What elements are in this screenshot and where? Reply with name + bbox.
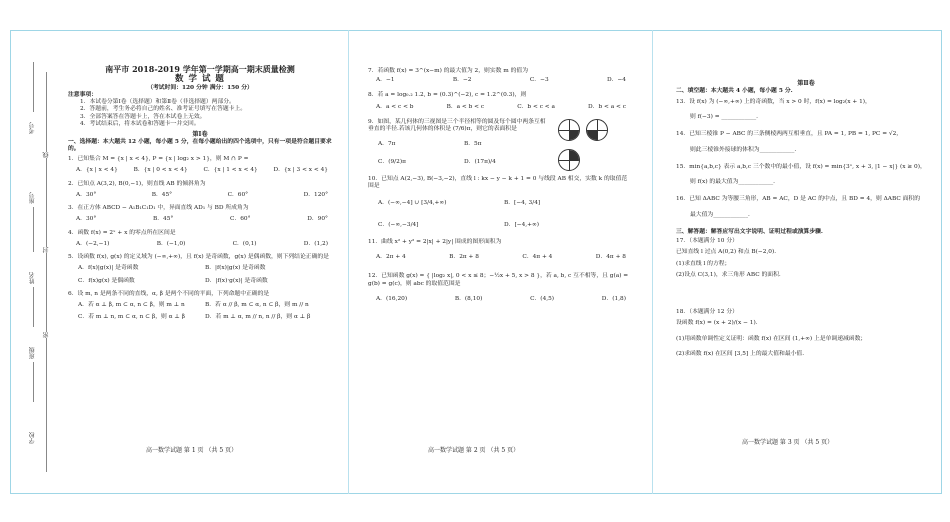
note-item: 4．考试结束后，将本试卷和答题卡一并交回。 — [80, 120, 200, 127]
option-b: B．45° — [152, 216, 174, 223]
fill-question-13 — [676, 99, 936, 121]
option-d: D．4π + 8 — [595, 254, 626, 261]
question-stem: 2．已知点 A(3,2), B(0,−1)，则直线 AB 的倾斜角为 — [68, 180, 206, 187]
option-a: A．(−2,−1) — [76, 240, 110, 247]
option-a: A．{x | x < 4} — [76, 167, 118, 174]
option-c: C．−3 — [529, 77, 549, 84]
fill-line: 13．设 f(x) 为 (−∞,+∞) 上的奇函数，当 x > 0 时，f(x) = log₂(x + 1)， — [676, 98, 871, 105]
option-a: A．a < c < b — [376, 103, 414, 110]
option-b: B．(−1,0) — [156, 240, 186, 247]
page-2 — [368, 68, 630, 303]
q18-line: 设函数 f(x) = (x + 2)/(x − 1). — [676, 320, 758, 327]
question-stem: 7．若函数 f(x) = 3^(x−m) 的最大值为 2，则实数 m 的值为 — [368, 68, 529, 74]
question-8 — [368, 92, 630, 110]
page-divider-1 — [348, 30, 349, 494]
option-d: D．−4 — [607, 77, 626, 84]
option-c: C．(4,5) — [530, 295, 555, 302]
option-c: C．f(x)g(x) 是偶函数 — [78, 277, 135, 284]
option-b: B．[−4, 3/4] — [504, 200, 541, 207]
section1-heading: 一、选择题：本大题共 12 小题，每小题 5 分，在每小题给出的四个选项中，只有一项是符合题目要求的。 — [68, 138, 332, 153]
option-a: A．−1 — [376, 77, 395, 84]
blank-line — [33, 207, 34, 252]
page-footer-3: 高一数学试题 第 3 页 （共 5 页） — [742, 439, 834, 446]
option-c: C．60° — [230, 216, 251, 223]
option-c: C．4π + 4 — [522, 254, 553, 261]
question-18 — [676, 309, 936, 358]
option-c: C．(9/2)π — [378, 158, 406, 165]
option-d: D．90° — [307, 216, 328, 223]
question-options — [68, 241, 332, 248]
q18-line: (2)求函数 f(x) 在区间 [3,5] 上的最大值和最小值. — [676, 350, 805, 357]
option-d: D．120° — [303, 191, 328, 198]
class-label: 班级 — [29, 347, 36, 359]
blank-line — [33, 362, 34, 402]
option-d: D．[−4,+∞) — [504, 221, 540, 228]
question-17 — [676, 238, 936, 279]
fill-question-14 — [676, 131, 936, 153]
question-5 — [68, 254, 332, 285]
blank-line — [33, 287, 34, 327]
notes-title: 注意事项： — [68, 91, 97, 98]
option-d: D．(17π)/4 — [464, 158, 496, 165]
option-a: A．若 α ⊥ β, m ⊂ α, n ⊂ β，则 m ⊥ n — [78, 302, 185, 309]
exam-title: 南平市 2018-2019 学年第一学期高一期末质量检测 — [105, 64, 295, 74]
question-options — [368, 141, 550, 165]
question-options — [368, 296, 630, 303]
fill-question-15 — [676, 164, 936, 186]
question-options — [368, 77, 630, 84]
question-options — [68, 167, 332, 174]
option-c: C．若 m ⊥ n, m ⊂ α, n ⊂ β，则 α ⊥ β — [78, 314, 186, 321]
option-a: A．(16,20) — [376, 295, 408, 302]
question-options — [368, 104, 630, 111]
option-d: D．(1,2) — [303, 240, 328, 247]
question-stem: 1．已知集合 M = {x | x < 4}, P = {x | log₂ x > 1}，则 M ∩ P = — [68, 156, 249, 163]
seat-label: 座号 — [29, 192, 36, 204]
q18-line: 18．（本题满分 12 分） — [676, 309, 738, 316]
question-stem: 6．设 m, n 是两条不同的直线，α, β 是两个不同的平面，下列命题中正确的是 — [68, 290, 270, 297]
option-b: B．{x | 0 < x < 4} — [133, 167, 188, 174]
fill-line: 则此三棱锥外接球的体积为____________. — [690, 146, 797, 153]
part2-title: 第Ⅱ卷 — [797, 80, 815, 87]
school-label: 学校 — [29, 432, 36, 444]
option-c: C．60° — [227, 191, 249, 198]
page-1 — [68, 64, 332, 322]
page-3 — [676, 80, 936, 358]
question-stem: 10．已知点 A(2,−3), B(−3,−2)，直线 l : kx − y − k + 1 = 0 与线段 AB 相交，实数 k 的取值范围是 — [368, 175, 628, 190]
fill-line: 最大值为____________. — [690, 211, 750, 218]
option-b: B．若 α // β, m ⊂ α, n ⊂ β，则 m // n — [205, 302, 309, 309]
question-11 — [368, 239, 630, 261]
seal-char-3: 线 — [43, 152, 50, 158]
option-d: D．|f(x)·g(x)| 是奇函数 — [205, 277, 268, 284]
option-b: B．a < b < c — [446, 103, 485, 110]
question-stem: 8．若 a = log₀.₂ 1.2, b = (0.3)^(−2), c = 1.2^(0.3)，则 — [368, 92, 527, 99]
option-a: A．7π — [378, 141, 396, 148]
option-d: D．b < a < c — [588, 103, 626, 110]
question-options — [68, 302, 332, 321]
option-c: C．{x | 1 < x < 4} — [203, 167, 258, 174]
fill-line: 则 f(−3) = ____________. — [690, 114, 759, 121]
option-b: B．−2 — [452, 77, 472, 84]
three-view-top — [558, 149, 580, 171]
q17-line: (2)设点 C(3,1)，求三角形 ABC 的面积. — [676, 271, 781, 278]
option-d: D．{x | 3 < x < 4} — [273, 167, 328, 174]
option-b: B．5π — [464, 141, 482, 148]
question-stem: 9．如图，某几何体的三视图是三个半径相等的圆及每个圆中两条互相垂直的半径.若该几何体的体积是 (7/6)π，则它的表面积是 — [368, 118, 546, 133]
option-a: A．30° — [76, 216, 97, 223]
fill-line: 14．已知三棱锥 P − ABC 的三条侧棱两两互相垂直，且 PA = 1, PB = 1, PC = √2， — [676, 131, 903, 138]
option-c: C．(0,1) — [232, 240, 257, 247]
option-b: B．45° — [151, 191, 173, 198]
option-d: D．(1,8) — [601, 295, 626, 302]
q17-line: 已知直线 l 过点 A(0,2) 和点 B(−2,0). — [676, 249, 777, 256]
question-stem: 11．曲线 x² + y² = 2|x| + 2|y| 围成的图形面积为 — [368, 238, 502, 245]
question-9 — [368, 119, 630, 166]
question-stem: 12．已知函数 g(x) = { |log₂ x|, 0 < x ≤ 8；−½x + 5, x > 8 }，若 a, b, c 互不相等，且 g(a) = g(b) = g(c)，则 abc 的取值范围是 — [368, 273, 629, 287]
seal-char-1: 密 — [43, 332, 50, 338]
option-d: D．若 m ⊥ α, m // n, n // β，则 α ⊥ β — [205, 314, 311, 321]
question-options — [368, 200, 630, 228]
question-stem: 5．设函数 f(x), g(x) 的定义域为 (−∞,+∞)，且 f(x) 是奇函数，g(x) 是偶函数，则下列结论正确的是 — [68, 254, 329, 261]
question-2 — [68, 181, 332, 199]
note-item: 2．答题前，考生务必将自己的姓名、准考证号填写在答题卡上。 — [80, 106, 247, 113]
question-options — [68, 265, 332, 284]
question-stem: 3．在正方体 ABCD − A₁B₁C₁D₁ 中，异面直线 AD₁ 与 BD 所成角为 — [68, 205, 249, 212]
question-3 — [68, 205, 332, 223]
question-12 — [368, 273, 630, 303]
question-stem: 4．函数 f(x) = 2ˣ + x 的零点所在区间是 — [68, 229, 176, 236]
page-footer-2: 高一数学试题 第 2 页 （共 5 页） — [428, 447, 520, 454]
option-b: B．2π + 8 — [449, 254, 479, 261]
fill-line: 16．已知 ΔABC 为等腰三角形，AB = AC，D 是 AC 的中点，且 BD = 4，则 ΔABC 面积的 — [676, 196, 921, 203]
fill-question-16 — [676, 196, 936, 218]
question-options — [368, 254, 630, 261]
notes-list — [68, 99, 332, 128]
question-options — [68, 216, 332, 223]
option-b: B．(8,10) — [454, 295, 483, 302]
question-6 — [68, 291, 332, 322]
exam-meta: （考试时间：120 分钟 满分：150 分） — [147, 84, 253, 91]
three-view-front — [558, 119, 580, 141]
question-4 — [68, 230, 332, 248]
subject-title: 数 学 试 题 — [175, 74, 225, 84]
fill-line: 则 f(x) 的最大值为____________. — [690, 179, 776, 186]
q18-line: (1)用函数单调性定义证明：函数 f(x) 在区间 (1,+∞) 上是单调递减函数； — [676, 335, 867, 342]
blank-line — [33, 62, 34, 112]
question-1 — [68, 156, 332, 174]
three-view-side — [586, 119, 608, 141]
part1-title: 第Ⅰ卷 — [192, 131, 208, 139]
seal-line — [46, 72, 47, 472]
seal-char-2: 封 — [43, 247, 50, 253]
section2-heading: 二、填空题：本大题共 4 小题，每小题 5 分. — [676, 87, 793, 94]
option-a: A．f(x)|g(x)| 是奇函数 — [78, 265, 139, 272]
section3-heading: 三、解答题：解答应写出文字说明、证明过程或演算步骤. — [676, 228, 823, 235]
q17-line: (1)求直线 l 的方程； — [676, 260, 731, 267]
option-c: C．b < c < a — [517, 103, 555, 110]
q17-line: 17．（本题满分 10 分） — [676, 238, 738, 245]
fill-line: 15．min{a,b,c} 表示 a,b,c 三个数中的最小值，设 f(x) = min{3ˣ, x + 3, |1 − x|} (x ≥ 0)， — [676, 163, 926, 170]
question-7 — [368, 68, 630, 84]
page-footer-1: 高一数学试题 第 1 页 （共 5 页） — [146, 447, 238, 454]
note-item: 3．全部答案答在答题卡上，答在本试卷上无效。 — [80, 113, 206, 120]
option-c: C．(−∞,−3/4] — [378, 221, 419, 228]
question-10 — [368, 176, 630, 229]
option-a: A．30° — [76, 191, 97, 198]
option-a: A．(−∞,−4] ∪ [3/4,+∞) — [378, 200, 447, 207]
option-a: A．2π + 4 — [376, 254, 406, 261]
exam-no-label: 考号 — [29, 122, 36, 134]
question-options — [68, 192, 332, 199]
option-b: B．|f(x)|g(x) 是奇函数 — [205, 265, 266, 272]
note-item: 1．本试卷分第Ⅰ卷（选择题）和第Ⅱ卷（非选择题）两部分。 — [80, 99, 235, 106]
binding-margin — [12, 32, 72, 492]
name-label: 姓名 — [29, 272, 36, 284]
page-divider-2 — [652, 30, 653, 494]
